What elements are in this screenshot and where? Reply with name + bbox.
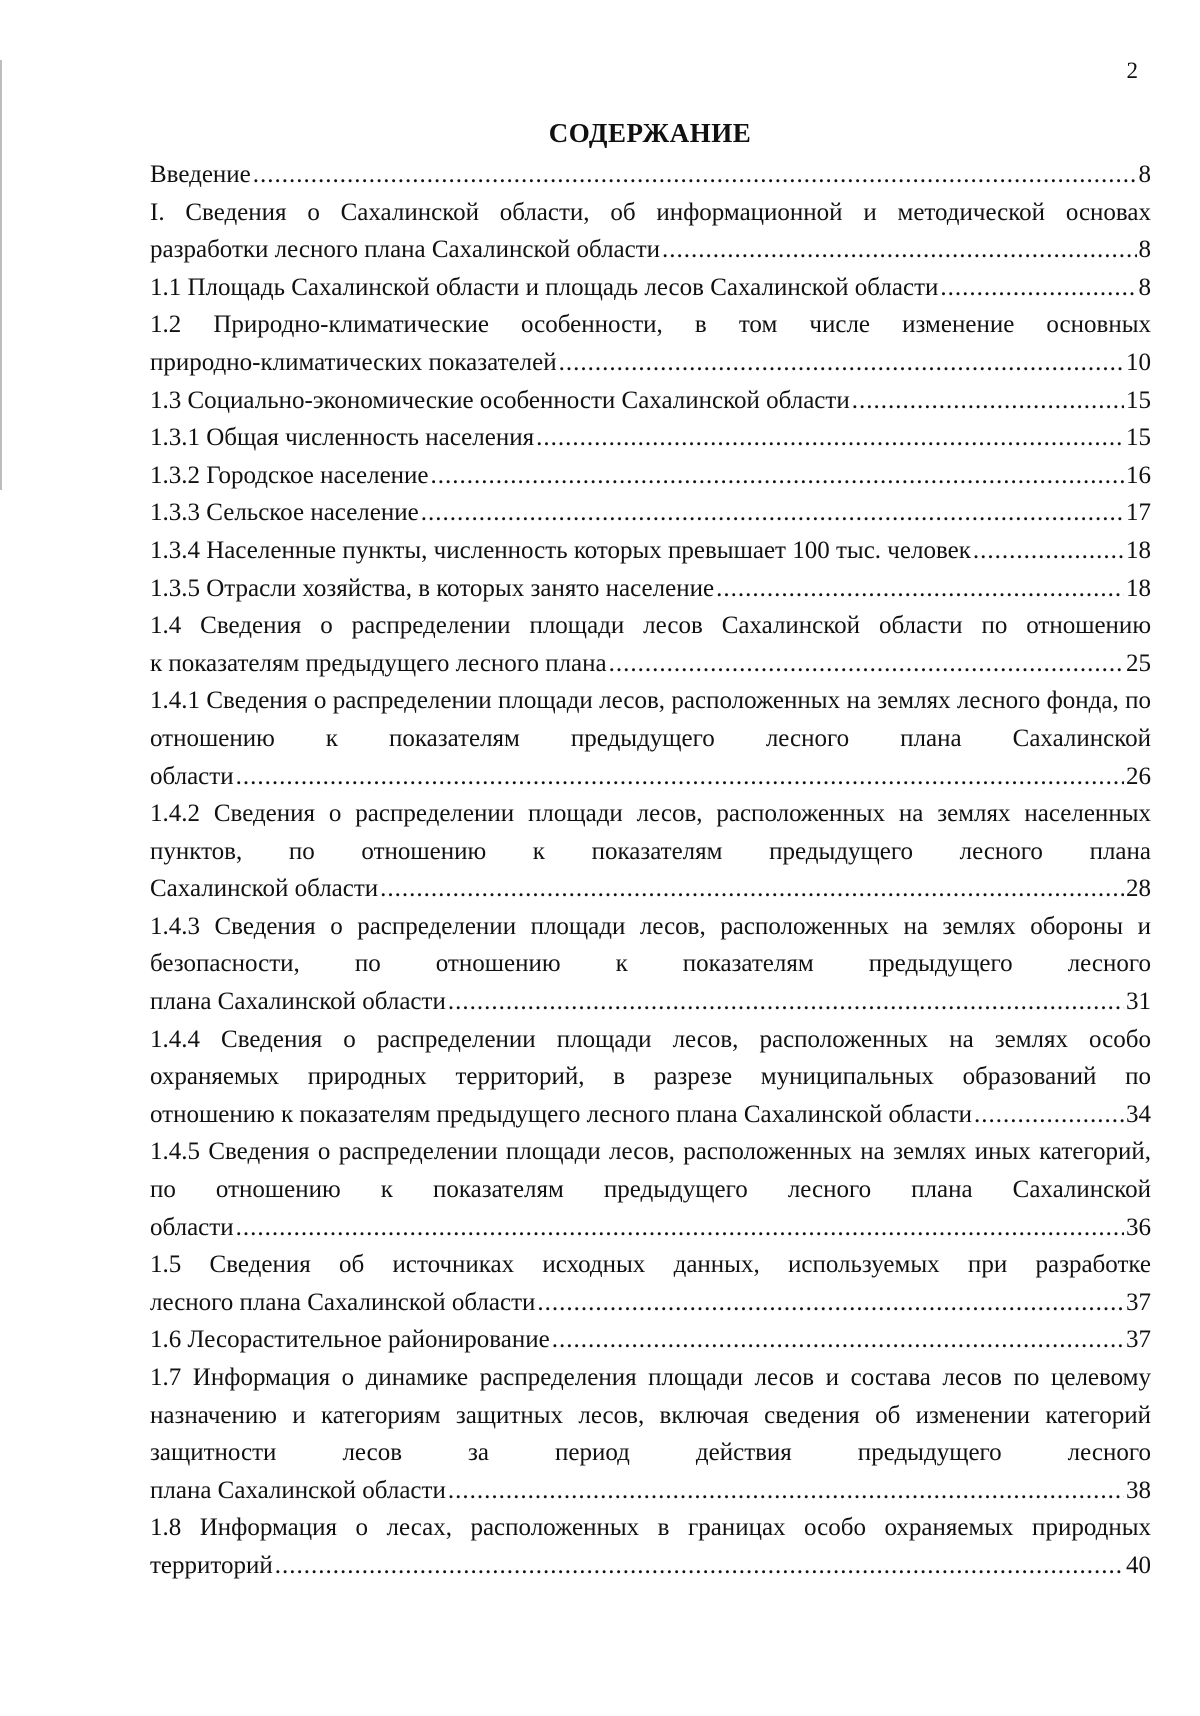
toc-entry[interactable] [150, 795, 1151, 908]
toc-entry-text: 1.4.1 Сведения о распределении площади лесов, расположенных на землях лесного фонда, по отношению к показателям предыдущего лесного плана Сахалинской [150, 687, 1151, 752]
toc-page-number: 37 [1126, 1326, 1151, 1354]
toc-entry[interactable] [150, 494, 1151, 532]
toc-entry-text: 1.3.2 Городское население [150, 461, 429, 489]
toc-entry[interactable] [150, 570, 1151, 608]
toc-page-number: 28 [1126, 875, 1151, 903]
toc-entry-text: плана Сахалинской области [150, 988, 446, 1016]
toc-entry-last-line [150, 570, 1151, 608]
toc-entry-last-line [150, 1472, 1151, 1510]
toc-entry-last-line [150, 1547, 1151, 1585]
toc-entry[interactable] [150, 1133, 1151, 1246]
toc-entry-last-line [150, 344, 1151, 382]
toc-entry-text: к показателям предыдущего лесного плана [150, 649, 607, 677]
toc-entry-last-line [150, 1321, 1151, 1359]
toc-entry-text: 1.3 Социально-экономические особенности Сахалинской области [150, 386, 850, 414]
toc-entry[interactable] [150, 1021, 1151, 1134]
toc-entry[interactable] [150, 306, 1151, 381]
toc-page-number: 36 [1126, 1213, 1151, 1241]
dot-leader [448, 983, 1124, 1021]
toc-entry-last-line [150, 231, 1151, 269]
toc-entry-text: области [150, 1213, 234, 1241]
toc-entry[interactable] [150, 607, 1151, 682]
toc-entry-text: 1.4.2 Сведения о распределении площади лесов, расположенных на землях населенных пунктов, по отношению к показателям предыдущего лесного плана [150, 800, 1151, 865]
toc-page-number: 38 [1126, 1476, 1151, 1504]
dot-leader [537, 1284, 1124, 1322]
toc-page-number: 15 [1126, 386, 1151, 414]
toc-entry-text: 1.3.4 Населенные пункты, численность которых превышает 100 тыс. человек [150, 536, 971, 564]
toc-entry[interactable] [150, 269, 1151, 307]
dot-leader [431, 457, 1124, 495]
toc-page-number: 34 [1126, 1100, 1151, 1128]
toc-page-number: 31 [1126, 988, 1151, 1016]
dot-leader [552, 1321, 1124, 1359]
toc-entry[interactable] [150, 382, 1151, 420]
toc-entry[interactable] [150, 682, 1151, 795]
page-number: 2 [1126, 58, 1138, 83]
toc-entry[interactable] [150, 532, 1151, 570]
toc-entry[interactable] [150, 908, 1151, 1021]
toc-entry-text: плана Сахалинской области [150, 1476, 446, 1504]
toc-page-number: 8 [1138, 273, 1151, 301]
toc-page-number: 16 [1126, 461, 1151, 489]
toc-entry-text: 1.4 Сведения о распределении площади лесов Сахалинской области по отношению [150, 612, 1151, 640]
toc-entry-text: отношению к показателям предыдущего лесного плана Сахалинской области [150, 1100, 973, 1128]
toc-entry-last-line [150, 870, 1151, 908]
toc-entry-last-line [150, 1284, 1151, 1322]
dot-leader [421, 494, 1124, 532]
toc-entry-last-line [150, 382, 1151, 420]
toc-entry-last-line [150, 494, 1151, 532]
toc-entry-text: Сахалинской области [150, 875, 379, 903]
toc-entry-text: 1.3.5 Отрасли хозяйства, в которых занято население [150, 574, 715, 602]
toc-entry-last-line [150, 457, 1151, 495]
toc-entry-text: территорий [150, 1551, 273, 1579]
toc-page-number: 10 [1126, 348, 1151, 376]
toc-entry[interactable] [150, 1359, 1151, 1509]
toc-title: СОДЕРЖАНИЕ [548, 118, 752, 148]
toc-entry-last-line [150, 983, 1151, 1021]
toc-entry[interactable] [150, 457, 1151, 495]
dot-leader [940, 269, 1136, 307]
toc-entry-text: 1.5 Сведения об источниках исходных данных, используемых при разработке [150, 1251, 1151, 1279]
toc-entry-text: 1.4.4 Сведения о распределении площади лесов, расположенных на землях особо охраняемых природных территорий, в разрезе муниципальных образований по [150, 1025, 1151, 1091]
dot-leader [609, 645, 1124, 683]
toc-entry-text: I. Сведения о Сахалинской области, об информационной и методической основах [150, 198, 1151, 226]
toc-page-number: 37 [1126, 1288, 1151, 1316]
toc-entry-last-line [150, 156, 1151, 194]
toc-entry-text: 1.3.3 Сельское население [150, 499, 419, 527]
toc-entry-text: природно-климатических показателей [150, 348, 557, 376]
toc-entry-text: 1.8 Информация о лесах, расположенных в границах особо охраняемых природных [150, 1514, 1151, 1542]
toc-entry-text: 1.1 Площадь Сахалинской области и площадь лесов Сахалинской области [150, 273, 939, 301]
toc-page-number: 18 [1126, 536, 1151, 564]
toc-entry[interactable] [150, 419, 1151, 457]
dot-leader [380, 870, 1124, 908]
dot-leader [852, 382, 1124, 420]
toc-entry-last-line [150, 1209, 1151, 1247]
dot-leader [973, 532, 1124, 570]
dot-leader [974, 1096, 1124, 1134]
toc-entry-last-line [150, 269, 1151, 307]
toc-page-number: 17 [1126, 499, 1151, 527]
toc-entry-text: 1.2 Природно-климатические особенности, в том числе изменение основных [150, 311, 1151, 339]
toc-entry-text: 1.6 Лесорастительное районирование [150, 1326, 550, 1354]
toc-page-number: 8 [1138, 161, 1151, 188]
toc-entry-text: Введение [150, 161, 251, 188]
dot-leader [536, 419, 1124, 457]
toc-entry-text: лесного плана Сахалинской области [150, 1288, 536, 1316]
toc-entry-text: 1.4.3 Сведения о распределении площади лесов, расположенных на землях обороны и безопасности, по отношению к показателям предыдущего лесного [150, 912, 1151, 978]
toc-entry-last-line [150, 532, 1151, 570]
dot-leader [253, 156, 1137, 194]
toc-entry[interactable] [150, 194, 1151, 269]
dot-leader [236, 1209, 1124, 1247]
toc-page-number: 8 [1138, 236, 1151, 264]
toc-entry-text: 1.4.5 Сведения о распределении площади лесов, расположенных на землях иных категорий, по отношению к показателям предыдущего лесного плана Сахалинской [150, 1138, 1151, 1204]
toc-page-number: 15 [1126, 424, 1151, 452]
toc-entry-last-line [150, 1096, 1151, 1134]
toc-entry-last-line [150, 419, 1151, 457]
dot-leader [275, 1547, 1124, 1585]
dot-leader [716, 570, 1124, 608]
toc-entry-text: 1.3.1 Общая численность населения [150, 424, 535, 452]
dot-leader [236, 758, 1124, 796]
toc-entry[interactable] [150, 1246, 1151, 1321]
toc-entry[interactable] [150, 1509, 1151, 1584]
toc-page-number: 25 [1126, 649, 1151, 677]
toc-entry[interactable] [150, 1321, 1151, 1359]
toc-entry-text: 1.7 Информация о динамике распределения площади лесов и состава лесов по целевому назначению и категориям защитных лесов, включая сведения об изменении категорий защитности лесов за период действия предыдущего лесного [150, 1364, 1151, 1467]
toc-page-number: 40 [1126, 1551, 1151, 1579]
toc-page-number: 18 [1126, 574, 1151, 602]
toc-entry-last-line [150, 645, 1151, 683]
dot-leader [662, 231, 1136, 269]
toc-entry-text: разработки лесного плана Сахалинской области [150, 236, 661, 264]
toc-entry-text: области [150, 762, 234, 790]
toc-entry[interactable] [150, 156, 1151, 194]
toc-page-number: 26 [1126, 762, 1151, 790]
dot-leader [559, 344, 1124, 382]
dot-leader [448, 1472, 1124, 1510]
table-of-contents [150, 156, 1151, 1585]
toc-entry-last-line [150, 758, 1151, 796]
